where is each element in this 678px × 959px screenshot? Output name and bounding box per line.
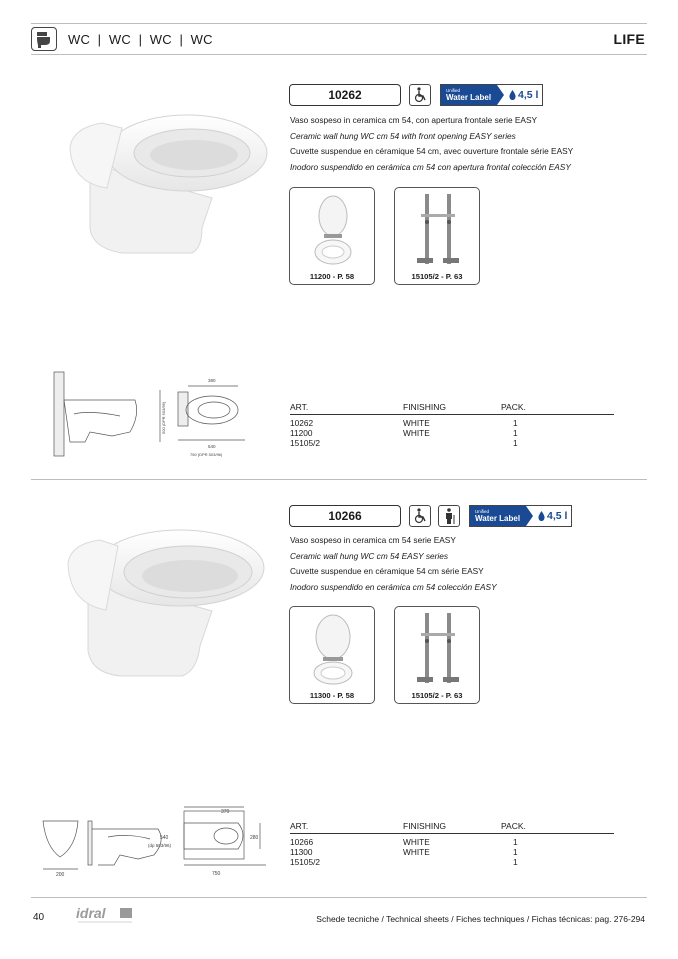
description-en: Ceramic wall hung WC cm 54 EASY series xyxy=(290,550,449,561)
svg-text:idral: idral xyxy=(76,905,106,921)
water-label-badge xyxy=(469,505,572,527)
description-fr: Cuvette suspendue en céramique 54 cm série EASY xyxy=(290,566,484,576)
article-table xyxy=(290,821,614,871)
product-code: 10262 xyxy=(289,84,401,106)
column-header: ART. xyxy=(290,402,309,412)
brand-logo xyxy=(76,904,142,924)
table-cell: 1 xyxy=(513,857,518,867)
dimension-label: 380 xyxy=(208,378,216,383)
accessory-frame-card[interactable] xyxy=(394,606,480,704)
accessory-frame-card[interactable] xyxy=(394,187,480,285)
header-bottom-rule xyxy=(31,54,647,55)
description-it: Vaso sospeso in ceramica cm 54 serie EASY xyxy=(290,535,456,545)
water-label-logo: Unified Water Label xyxy=(470,506,526,526)
dimension-label: 750 xyxy=(212,871,221,877)
accessory-label: 15105/2 - P. 63 xyxy=(411,272,463,281)
technical-drawing xyxy=(50,370,265,462)
toilet-seat-icon xyxy=(312,194,354,268)
dimension-label: 370 xyxy=(221,809,230,815)
toilet-seat-icon xyxy=(310,613,356,687)
table-cell: 11300 xyxy=(290,847,313,857)
technical-sheets-reference: Schede tecniche / Technical sheets / Fiches techniques / Fichas técnicas: pag. 276-294 xyxy=(316,914,645,924)
dimension-label: 750 (DPR 503/96) xyxy=(190,452,223,457)
accessory-label: 15105/2 - P. 63 xyxy=(411,691,463,700)
table-cell: WHITE xyxy=(403,847,430,857)
dimension-label: 540 xyxy=(160,835,169,841)
water-drop-icon xyxy=(538,511,545,521)
water-label-logo: Unified Water Label xyxy=(441,85,497,105)
description-es: Inodoro suspendido en cerámica cm 54 con apertura frontal colección EASY xyxy=(290,161,571,172)
elderly-person-icon xyxy=(438,505,460,527)
dimension-label: 200 xyxy=(56,872,65,878)
table-cell: 15105/2 xyxy=(290,438,320,448)
table-cell: 1 xyxy=(513,428,518,438)
mounting-frame-icon xyxy=(413,192,463,270)
wc-icon xyxy=(31,27,57,51)
accessory-seat-card[interactable] xyxy=(289,606,375,704)
description-it: Vaso sospeso in ceramica cm 54, con apertura frontale serie EASY xyxy=(290,115,538,125)
flush-volume: 4,5 l xyxy=(547,510,568,522)
column-header: FINISHING xyxy=(403,402,446,412)
article-table xyxy=(290,402,614,452)
dimension-label: 500 (DPR 503/96) xyxy=(161,401,166,434)
water-label-badge xyxy=(440,84,543,106)
wheelchair-accessible-icon xyxy=(409,84,431,106)
table-cell: WHITE xyxy=(403,418,430,428)
section-divider xyxy=(31,479,647,480)
series-name: LIFE xyxy=(613,31,645,47)
table-header-rule xyxy=(290,833,614,834)
dimension-label: 540 xyxy=(208,444,216,449)
mounting-frame-icon xyxy=(413,611,463,689)
wc-product-photo xyxy=(62,108,272,263)
table-cell: 10262 xyxy=(290,418,314,428)
table-cell: WHITE xyxy=(403,837,430,847)
description-fr: Cuvette suspendue en céramique 54 cm, avec ouverture frontale série EASY xyxy=(290,146,574,156)
water-drop-icon xyxy=(509,90,516,100)
header-top-rule xyxy=(31,23,647,24)
page-number: 40 xyxy=(33,912,45,923)
table-header-rule xyxy=(290,414,614,415)
accessory-label: 11300 - P. 58 xyxy=(309,691,355,700)
accessory-seat-card[interactable] xyxy=(289,187,375,285)
column-header: FINISHING xyxy=(403,821,446,831)
table-cell: 1 xyxy=(513,837,518,847)
table-cell: 1 xyxy=(513,847,518,857)
table-cell: 1 xyxy=(513,418,518,428)
dimension-label: 280 xyxy=(250,835,259,841)
technical-drawing xyxy=(38,805,278,880)
column-header: PACK. xyxy=(501,821,526,831)
footer-rule xyxy=(31,897,647,898)
product-code: 10266 xyxy=(289,505,401,527)
accessory-label: 11200 - P. 58 xyxy=(309,272,355,281)
table-cell: WHITE xyxy=(403,428,430,438)
table-cell: 11200 xyxy=(290,428,313,438)
dimension-label: (dp 503/96) xyxy=(148,843,172,848)
table-cell: 10266 xyxy=(290,837,314,847)
wheelchair-accessible-icon xyxy=(409,505,431,527)
table-cell: 1 xyxy=(513,438,518,448)
product-description xyxy=(290,533,497,595)
wc-product-photo xyxy=(62,526,272,686)
page-category: WC | WC | WC | WC xyxy=(68,32,213,47)
column-header: ART. xyxy=(290,821,309,831)
description-en: Ceramic wall hung WC cm 54 with front opening EASY series xyxy=(290,130,516,141)
flush-volume: 4,5 l xyxy=(518,89,539,101)
table-cell: 15105/2 xyxy=(290,857,320,867)
product-description xyxy=(290,113,573,175)
column-header: PACK. xyxy=(501,402,526,412)
description-es: Inodoro suspendido en cerámica cm 54 colección EASY xyxy=(290,581,497,592)
